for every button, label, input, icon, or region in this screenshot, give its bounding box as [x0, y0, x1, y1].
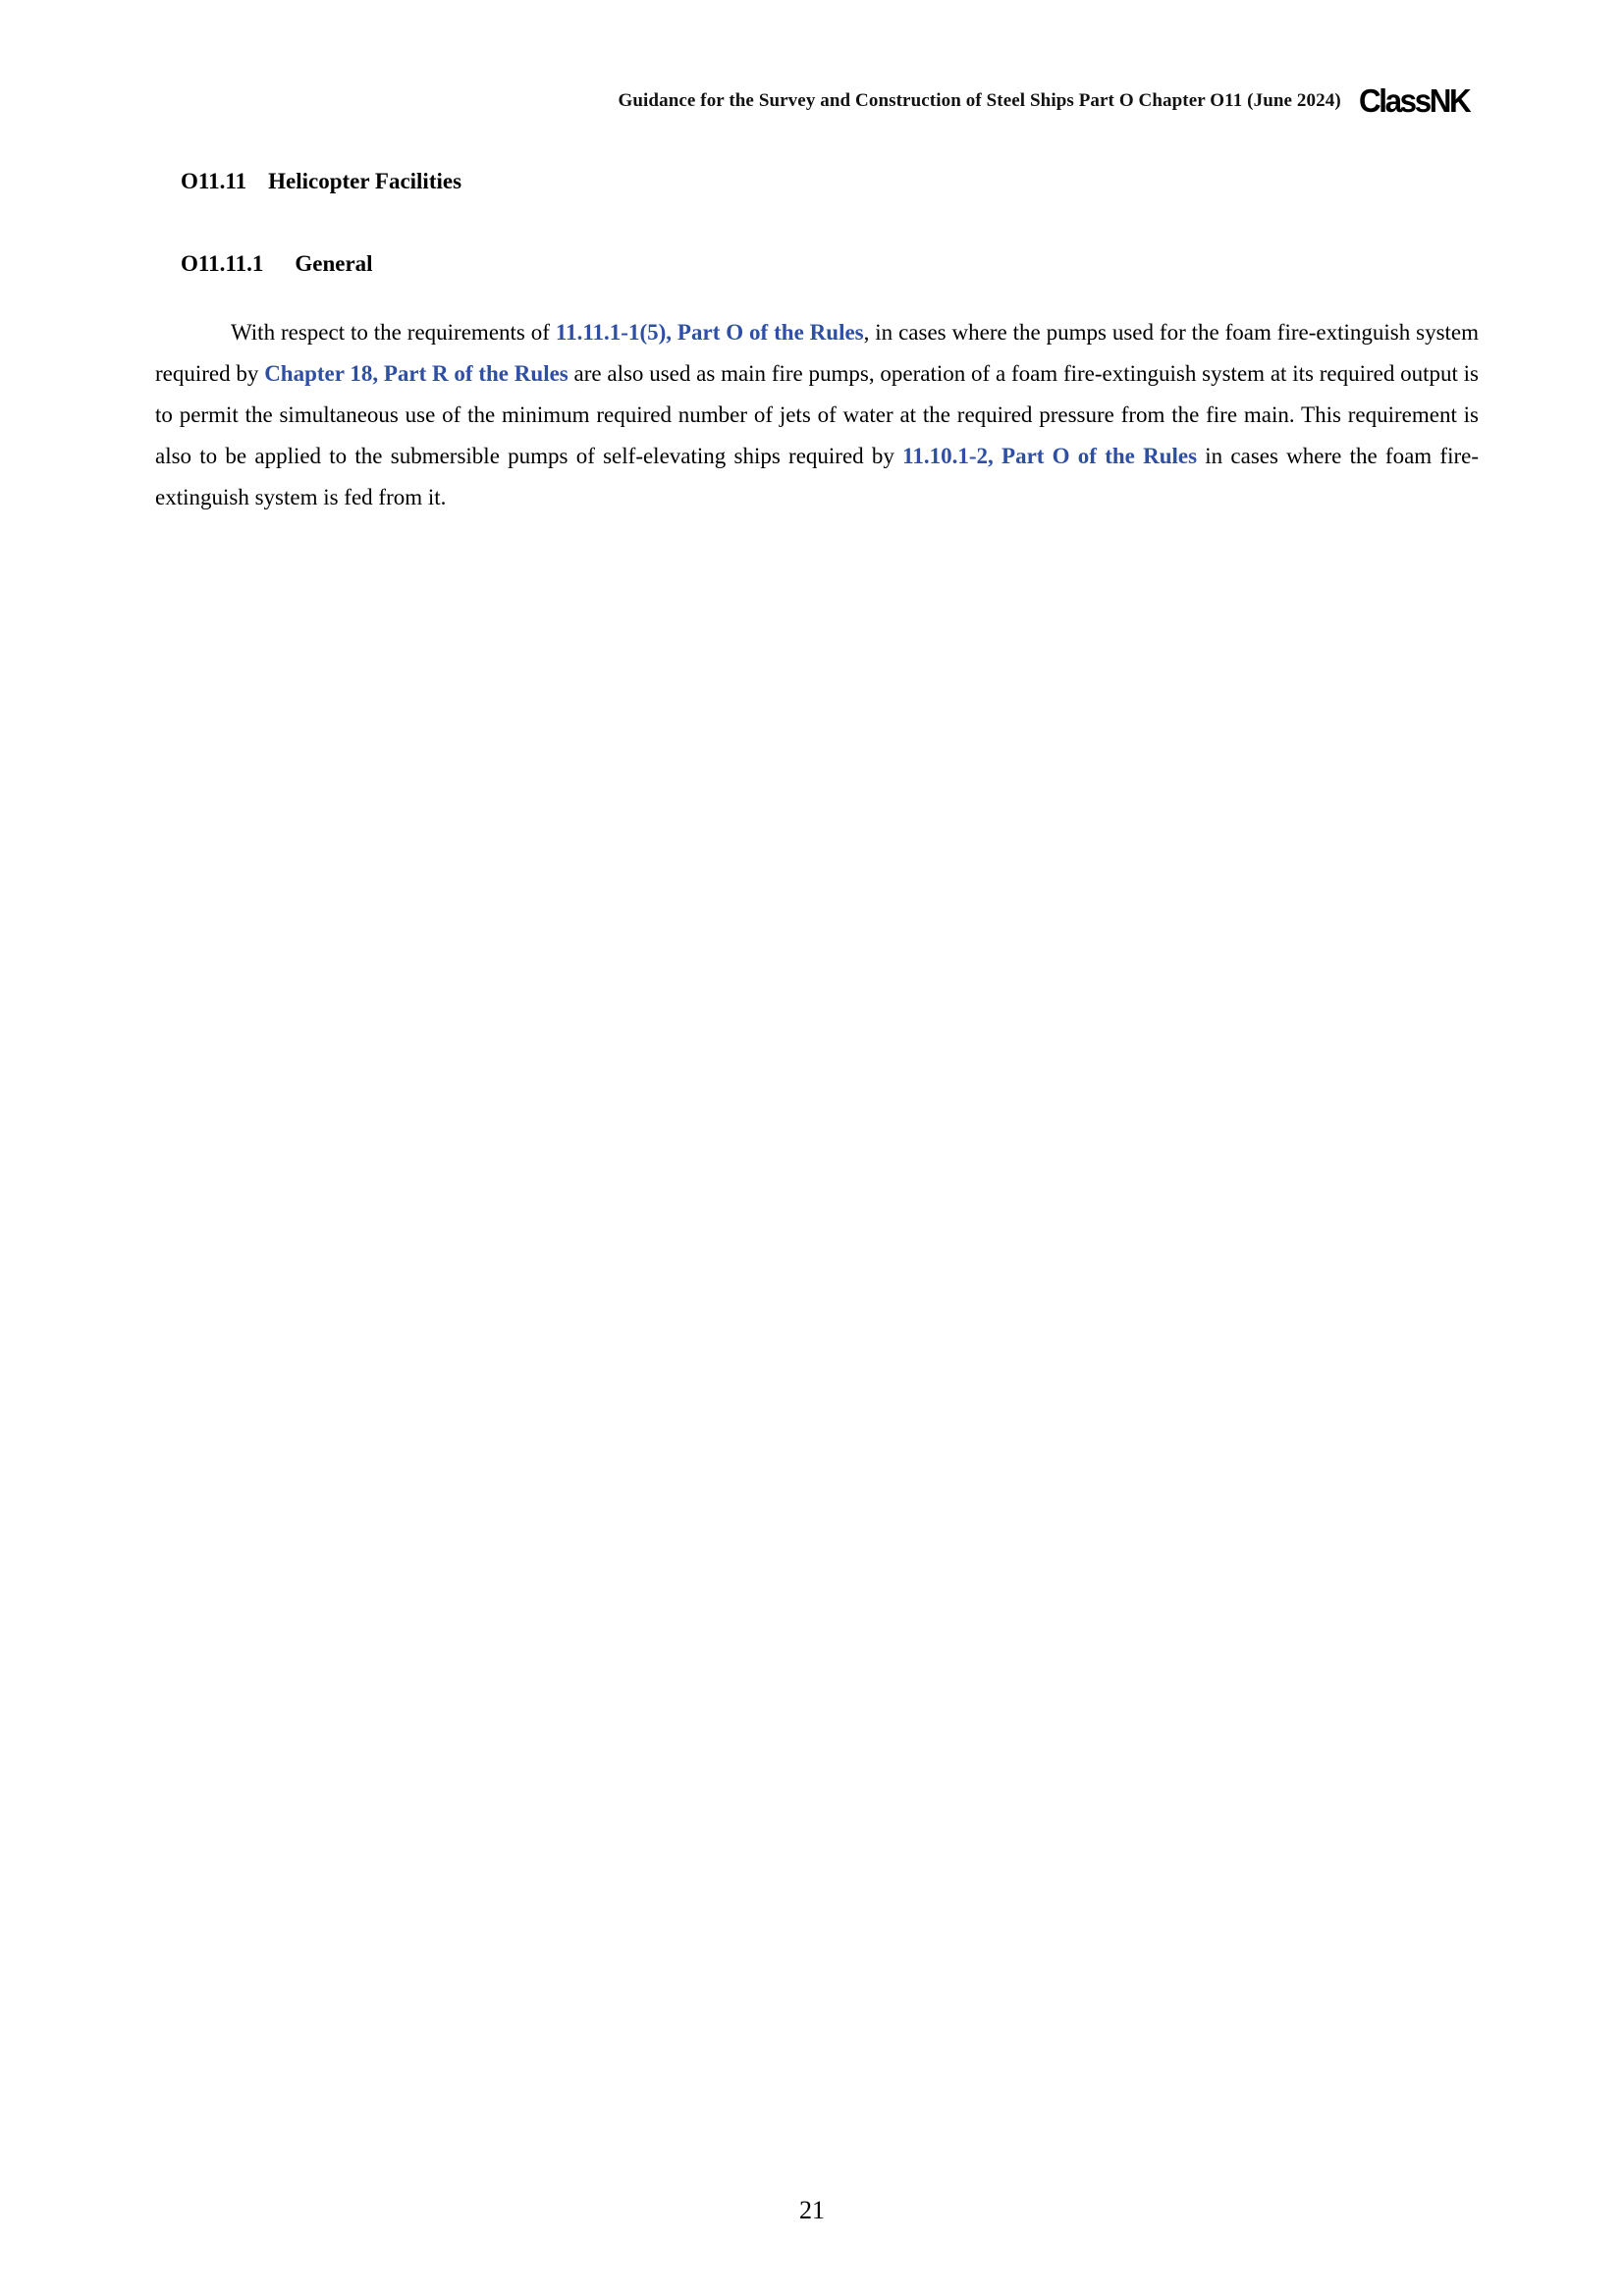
running-header — [619, 82, 1476, 120]
paragraph-text: are also used as main fire pumps, operation of a foam fire-extinguish system at its required output is to permit the simultaneous use of the minimum required number of jets of water at the required pressure from the fire main. This requirement is also to be applied to the submersible pumps of self-elevating ships required by — [155, 361, 1479, 468]
rule-reference-link[interactable]: 11.11.1-1(5), Part O of the Rules — [555, 320, 864, 345]
paragraph-text: With respect to the requirements of — [231, 320, 556, 345]
body-paragraph — [155, 312, 1479, 518]
subsection-number: O11.11.1 — [181, 251, 264, 276]
classnk-logo: ClassNK — [1358, 82, 1470, 119]
header-title: Guidance for the Survey and Construction of Steel Ships Part O Chapter O11 (June 2024) — [618, 90, 1341, 111]
subsection-title: General — [295, 251, 373, 276]
rule-reference-link[interactable]: Chapter 18, Part R of the Rules — [264, 361, 568, 386]
page-number: 21 — [799, 2196, 825, 2224]
paragraph-text: in cases where the foam fire-extinguish system is fed from it. — [155, 444, 1480, 509]
section-heading — [181, 169, 461, 194]
section-title: Helicopter Facilities — [268, 169, 462, 193]
paragraph-text: , in cases where the pumps used for the foam fire-extinguish system required by — [155, 320, 1480, 386]
section-number: O11.11 — [181, 169, 247, 193]
subsection-heading — [181, 251, 373, 277]
rule-reference-link[interactable]: 11.10.1-2, Part O of the Rules — [902, 444, 1198, 468]
